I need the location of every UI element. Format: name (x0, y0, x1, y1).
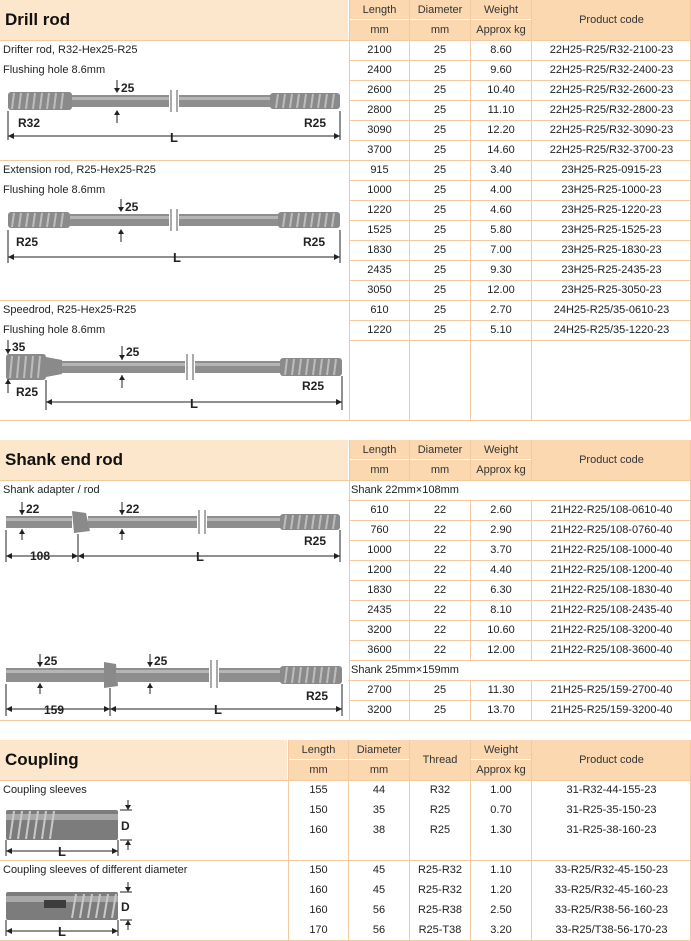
weight-cell: 3.20 (490, 924, 512, 936)
grid-line (350, 180, 691, 181)
length-cell: 1830 (367, 244, 392, 256)
product-code-cell: 22H25-R25/R32-3700-23 (549, 144, 674, 156)
product-code-cell: 23H25-R25-0915-23 (561, 164, 662, 176)
grid-line (350, 120, 691, 121)
diameter-cell: 25 (433, 84, 447, 96)
weight-header: Weight (471, 440, 531, 459)
shank-rod-diagram-25 (0, 650, 348, 720)
hex-label: 25 (154, 654, 168, 668)
shank-label: 25 (44, 654, 58, 668)
grid-line (0, 160, 691, 161)
product-code-header: Product code (532, 440, 691, 480)
grid-line (350, 640, 691, 641)
length-header: Length (350, 0, 409, 19)
diameter-unit: mm (349, 760, 409, 780)
product-code-cell: 21H22-R25/108-2435-40 (550, 604, 673, 616)
product-code-cell: 33-R25/T38-56-170-23 (555, 924, 668, 936)
diameter-unit: mm (410, 460, 470, 480)
coupling-sleeve-diagram (0, 796, 150, 858)
length-cell: 3090 (367, 124, 392, 136)
grid-line (409, 0, 410, 420)
length-cell: 2435 (367, 264, 392, 276)
grid-line (470, 680, 471, 720)
product-code-cell: 22H25-R25/R32-3090-23 (549, 124, 674, 136)
group-note: Flushing hole 8.6mm (3, 64, 106, 76)
diameter-cell: 25 (433, 324, 447, 336)
weight-cell: 3.70 (490, 544, 512, 556)
thread-header: Thread (410, 740, 470, 780)
diameter-cell: 38 (372, 824, 386, 836)
length-cell: 160 (309, 884, 328, 896)
grid-line (409, 740, 410, 940)
diameter-cell: 25 (433, 44, 447, 56)
product-code-header: Product code (532, 0, 691, 40)
length-cell: 150 (309, 864, 328, 876)
hex-label: 25 (121, 81, 135, 95)
length-cell: 1220 (367, 204, 392, 216)
diameter-label: D (121, 819, 130, 833)
product-code-cell: 23H25-R25-3050-23 (561, 284, 662, 296)
grid-line (288, 740, 289, 940)
diameter-cell: 25 (433, 104, 447, 116)
shank-length-label: 159 (44, 703, 65, 717)
length-unit: mm (289, 760, 348, 780)
product-code-cell: 21H22-R25/108-0760-40 (550, 524, 673, 536)
length-cell: 2435 (367, 604, 392, 616)
length-cell: 1000 (367, 184, 392, 196)
diameter-cell: 25 (433, 264, 447, 276)
group-label: Speedrod, R25-Hex25-R25 (3, 304, 137, 316)
weight-cell: 10.40 (487, 84, 515, 96)
weight-cell: 9.60 (490, 64, 512, 76)
drill-rod-title: Drill rod (0, 0, 348, 40)
grid-line (470, 0, 471, 420)
length-label: L (196, 549, 204, 564)
diameter-cell: 22 (433, 604, 447, 616)
diameter-cell: 22 (433, 584, 447, 596)
hex-label: 22 (126, 502, 140, 516)
shank-rod-diagram-22 (0, 500, 348, 570)
length-cell: 610 (370, 304, 389, 316)
grid-line (350, 580, 691, 581)
weight-cell: 4.00 (490, 184, 512, 196)
weight-cell: 1.30 (490, 824, 512, 836)
product-code-cell: 23H25-R25-1000-23 (561, 184, 662, 196)
grid-line (350, 560, 691, 561)
grid-line (348, 740, 349, 940)
grid-line (531, 440, 532, 480)
grid-line (350, 60, 691, 61)
weight-cell: 5.10 (490, 324, 512, 336)
length-label: L (173, 250, 181, 265)
diameter-cell: 22 (433, 644, 447, 656)
diameter-cell: 25 (433, 184, 447, 196)
grid-line (349, 440, 350, 480)
grid-line (350, 220, 691, 221)
diameter-header: Diameter (349, 740, 409, 759)
weight-unit: Approx kg (471, 20, 531, 40)
grid-line (350, 620, 691, 621)
weight-cell: 7.00 (490, 244, 512, 256)
product-code-cell: 21H22-R25/108-3200-40 (550, 624, 673, 636)
group-note: Flushing hole 8.6mm (3, 324, 106, 336)
grid-line (409, 500, 410, 660)
weight-header: Weight (471, 0, 531, 19)
grid-line (470, 440, 471, 480)
diameter-cell: 56 (372, 924, 386, 936)
weight-cell: 2.60 (490, 504, 512, 516)
weight-unit: Approx kg (471, 460, 531, 480)
weight-header: Weight (471, 740, 531, 759)
drifter-rod-diagram (0, 78, 348, 148)
shank-subhead: Shank 22mm×108mm (351, 484, 459, 496)
right-thread-label: R25 (304, 116, 327, 130)
product-code-cell: 23H25-R25-2435-23 (561, 264, 662, 276)
length-cell: 3200 (367, 704, 392, 716)
length-unit: mm (350, 20, 409, 40)
thread-cell: R25 (429, 804, 451, 816)
grid-line (409, 680, 410, 720)
length-cell: 760 (370, 524, 389, 536)
weight-cell: 2.70 (490, 304, 512, 316)
length-label: L (190, 396, 198, 411)
grid-line (348, 680, 691, 681)
product-code-cell: 24H25-R25/35-0610-23 (553, 304, 670, 316)
diameter-cell: 22 (433, 524, 447, 536)
grid-line (409, 440, 410, 480)
length-header: Length (350, 440, 409, 459)
product-code-cell: 22H25-R25/R32-2800-23 (549, 104, 674, 116)
weight-cell: 11.10 (487, 104, 515, 116)
length-cell: 2400 (367, 64, 392, 76)
weight-cell: 3.40 (490, 164, 512, 176)
length-cell: 160 (309, 904, 328, 916)
diameter-unit: mm (410, 20, 470, 40)
length-header: Length (289, 740, 348, 759)
weight-cell: 10.60 (487, 624, 515, 636)
diameter-cell: 25 (433, 304, 447, 316)
group-label: Drifter rod, R32-Hex25-R25 (3, 44, 138, 56)
length-cell: 2600 (367, 84, 392, 96)
shank-length-label: 108 (30, 549, 51, 563)
grid-line (531, 500, 532, 660)
diameter-header: Diameter (410, 440, 470, 459)
grid-line (349, 0, 350, 420)
group-label: Extension rod, R25-Hex25-R25 (3, 164, 156, 176)
weight-cell: 1.00 (490, 784, 512, 796)
grid-line (350, 340, 691, 341)
diameter-cell: 35 (372, 804, 386, 816)
length-cell: 1000 (367, 544, 392, 556)
length-cell: 3600 (367, 644, 392, 656)
diameter-cell: 25 (433, 64, 447, 76)
weight-cell: 9.30 (490, 264, 512, 276)
product-code-cell: 33-R25/R38-56-160-23 (554, 904, 669, 916)
right-thread-label: R25 (306, 689, 329, 703)
coupling-sleeve-diff-diagram (0, 876, 150, 938)
grid-line (350, 660, 691, 661)
weight-cell: 12.00 (487, 644, 515, 656)
diameter-cell: 22 (433, 624, 447, 636)
grid-line (350, 100, 691, 101)
weight-unit: Approx kg (471, 760, 531, 780)
length-label: L (170, 130, 178, 145)
product-code-cell: 23H25-R25-1220-23 (561, 204, 662, 216)
length-cell: 160 (309, 824, 328, 836)
thread-cell: R25-R38 (417, 904, 463, 916)
product-code-header: Product code (532, 740, 691, 780)
length-cell: 150 (309, 804, 328, 816)
sleeve-label: 35 (12, 340, 26, 354)
length-cell: 1830 (367, 584, 392, 596)
weight-cell: 8.60 (490, 44, 512, 56)
diameter-cell: 25 (433, 704, 447, 716)
grid-line (470, 500, 471, 660)
product-code-cell: 21H22-R25/108-3600-40 (550, 644, 673, 656)
length-label: L (58, 844, 66, 858)
length-cell: 3700 (367, 144, 392, 156)
weight-cell: 5.80 (490, 224, 512, 236)
shank-rod-title: Shank end rod (0, 440, 348, 480)
speedrod-diagram (0, 338, 348, 418)
grid-line (350, 240, 691, 241)
product-code-cell: 21H25-R25/159-2700-40 (550, 684, 673, 696)
length-cell: 915 (370, 164, 389, 176)
length-cell: 1200 (367, 564, 392, 576)
hex-label: 25 (125, 200, 139, 214)
grid-line (350, 600, 691, 601)
diameter-cell: 45 (372, 864, 386, 876)
length-unit: mm (350, 460, 409, 480)
left-thread-label: R25 (16, 235, 39, 249)
product-code-cell: 21H22-R25/108-1200-40 (550, 564, 673, 576)
grid-line (0, 300, 691, 301)
hex-label: 25 (126, 345, 140, 359)
grid-line (470, 740, 471, 940)
grid-line (0, 860, 691, 861)
grid-line (348, 500, 691, 501)
weight-cell: 0.70 (490, 804, 512, 816)
grid-line (350, 140, 691, 141)
product-code-cell: 21H22-R25/108-1830-40 (550, 584, 673, 596)
coupling-title: Coupling (0, 740, 287, 780)
weight-cell: 1.20 (490, 884, 512, 896)
grid-line (350, 320, 691, 321)
grid-line (350, 280, 691, 281)
diameter-header: Diameter (410, 0, 470, 19)
weight-cell: 12.00 (487, 284, 515, 296)
product-code-cell: 31-R25-35-150-23 (566, 804, 657, 816)
grid-line (0, 420, 691, 421)
thread-cell: R32 (429, 784, 451, 796)
grid-line (531, 0, 532, 420)
length-cell: 2100 (367, 44, 392, 56)
right-thread-label: R25 (302, 379, 325, 393)
right-thread-label: R25 (304, 534, 327, 548)
diameter-cell: 45 (372, 884, 386, 896)
product-code-cell: 23H25-R25-1525-23 (561, 224, 662, 236)
thread-cell: R25-T38 (418, 924, 462, 936)
product-code-cell: 22H25-R25/R32-2100-23 (549, 44, 674, 56)
weight-cell: 14.60 (487, 144, 515, 156)
shank-label: 22 (26, 502, 40, 516)
product-code-cell: 21H22-R25/108-0610-40 (550, 504, 673, 516)
group-label: Shank adapter / rod (3, 484, 100, 496)
length-cell: 155 (309, 784, 328, 796)
product-code-cell: 33-R25/R32-45-150-23 (554, 864, 669, 876)
grid-line (350, 80, 691, 81)
left-thread-label: R32 (18, 116, 41, 130)
diameter-cell: 25 (433, 144, 447, 156)
weight-cell: 6.30 (490, 584, 512, 596)
diameter-cell: 25 (433, 244, 447, 256)
grid-line (350, 200, 691, 201)
thread-cell: R25 (429, 824, 451, 836)
product-code-cell: 33-R25/R32-45-160-23 (554, 884, 669, 896)
weight-cell: 13.70 (487, 704, 515, 716)
product-code-cell: 24H25-R25/35-1220-23 (553, 324, 670, 336)
diameter-cell: 44 (372, 784, 386, 796)
weight-cell: 4.40 (490, 564, 512, 576)
length-label: L (58, 924, 66, 938)
grid-line (350, 700, 691, 701)
length-cell: 170 (309, 924, 328, 936)
length-cell: 2800 (367, 104, 392, 116)
weight-cell: 12.20 (487, 124, 515, 136)
diameter-cell: 22 (433, 564, 447, 576)
diameter-cell: 22 (433, 544, 447, 556)
grid-line (350, 520, 691, 521)
diameter-cell: 56 (372, 904, 386, 916)
group-label: Coupling sleeves (3, 784, 87, 796)
weight-cell: 4.60 (490, 204, 512, 216)
length-cell: 3200 (367, 624, 392, 636)
length-cell: 610 (370, 504, 389, 516)
diameter-cell: 25 (433, 684, 447, 696)
length-label: L (214, 702, 222, 717)
length-cell: 1525 (367, 224, 392, 236)
product-code-cell: 22H25-R25/R32-2600-23 (549, 84, 674, 96)
diameter-cell: 25 (433, 124, 447, 136)
thread-cell: R25-R32 (417, 884, 463, 896)
product-code-cell: 23H25-R25-1830-23 (561, 244, 662, 256)
grid-line (531, 680, 532, 720)
product-code-cell: 22H25-R25/R32-2400-23 (549, 64, 674, 76)
product-code-cell: 31-R25-38-160-23 (566, 824, 657, 836)
grid-line (0, 780, 691, 781)
diameter-cell: 25 (433, 224, 447, 236)
product-code-cell: 21H22-R25/108-1000-40 (550, 544, 673, 556)
grid-line (531, 740, 532, 940)
grid-line (0, 480, 691, 481)
weight-cell: 11.30 (487, 684, 515, 696)
grid-line (0, 720, 691, 721)
length-cell: 1220 (367, 324, 392, 336)
diameter-cell: 25 (433, 204, 447, 216)
length-cell: 3050 (367, 284, 392, 296)
left-thread-label: R25 (16, 385, 39, 399)
product-code-cell: 21H25-R25/159-3200-40 (550, 704, 673, 716)
thread-cell: R25-R32 (417, 864, 463, 876)
diameter-label: D (121, 900, 130, 914)
length-cell: 2700 (367, 684, 392, 696)
grid-line (350, 540, 691, 541)
shank-subhead: Shank 25mm×159mm (351, 664, 459, 676)
right-thread-label: R25 (303, 235, 326, 249)
weight-cell: 2.90 (490, 524, 512, 536)
diameter-cell: 25 (433, 164, 447, 176)
product-code-cell: 31-R32-44-155-23 (566, 784, 657, 796)
grid-line (0, 40, 691, 41)
grid-line (350, 260, 691, 261)
weight-cell: 1.10 (490, 864, 512, 876)
weight-cell: 2.50 (490, 904, 512, 916)
grid-line (349, 480, 350, 720)
diameter-cell: 25 (433, 284, 447, 296)
extension-rod-diagram (0, 197, 348, 267)
weight-cell: 8.10 (490, 604, 512, 616)
diameter-cell: 22 (433, 504, 447, 516)
group-note: Flushing hole 8.6mm (3, 184, 106, 196)
group-label: Coupling sleeves of different diameter (3, 864, 188, 876)
